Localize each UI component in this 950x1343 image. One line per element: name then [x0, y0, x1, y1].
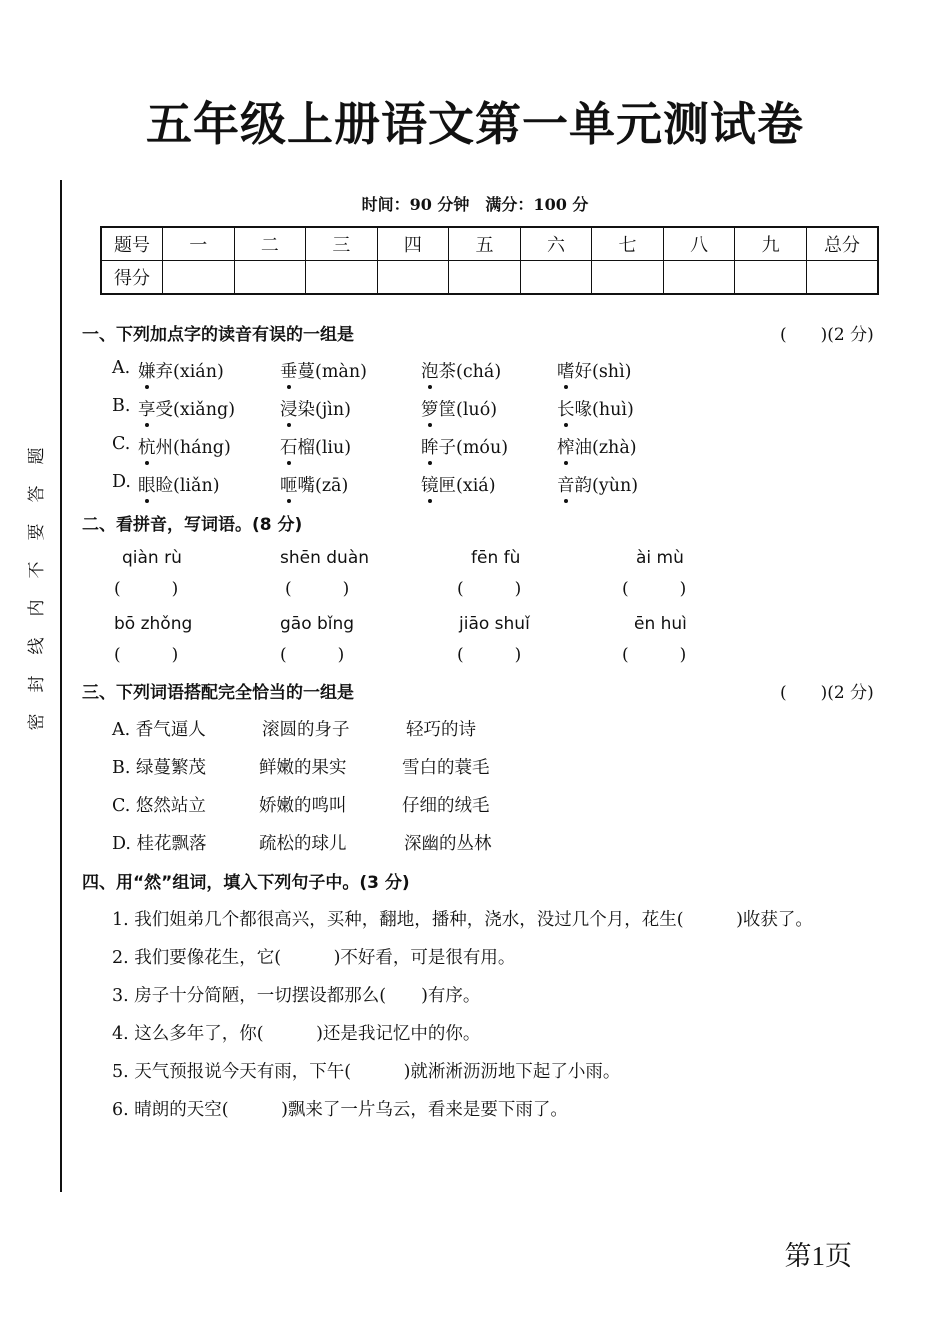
option-item: 嗜好(shì)	[557, 362, 632, 382]
option-item: 眸子(móu)	[421, 438, 509, 458]
score-cell[interactable]	[163, 261, 235, 295]
section1-heading: 一、下列加点字的读音有误的一组是	[82, 325, 354, 345]
section3-phrase: 疏松的球儿	[259, 834, 347, 854]
score-cell[interactable]	[735, 261, 807, 295]
answer-blank[interactable]: ( )	[114, 579, 179, 599]
section3-phrase: 娇嫩的鸣叫	[259, 796, 347, 816]
score-cell[interactable]	[234, 261, 306, 295]
option-item: 享受(xiǎng)	[138, 400, 236, 420]
section3-phrase: 鲜嫩的果实	[259, 758, 347, 778]
score-cell[interactable]	[663, 261, 735, 295]
header-cell: 九	[735, 227, 807, 261]
option-item: 嫌弃(xián)	[138, 362, 224, 382]
header-cell: 题号	[101, 227, 163, 261]
pinyin-label: fēn fù	[471, 548, 521, 568]
option-item: 垂蔓(màn)	[280, 362, 367, 382]
section3-heading: 三、下列词语搭配完全恰当的一组是	[82, 683, 354, 703]
binding-char: 答	[27, 485, 47, 503]
pinyin-label: jiāo shuǐ	[459, 614, 530, 634]
section4-heading: 四、用“然”组词，填入下列句子中。(3 分)	[82, 873, 410, 893]
pinyin-label: shēn duàn	[280, 548, 370, 568]
answer-blank[interactable]: ( )	[285, 579, 350, 599]
score-cell[interactable]	[520, 261, 592, 295]
score-cell[interactable]	[806, 261, 878, 295]
section2-heading: 二、看拼音，写词语。(8 分)	[82, 515, 303, 535]
section3-phrase: 滚圆的身子	[262, 720, 350, 740]
fill-sentence: 6. 晴朗的天空( )飘来了一片乌云，看来是要下雨了。	[112, 1100, 568, 1120]
option-item: 咂嘴(zā)	[280, 476, 349, 496]
section3-phrase: 仔细的绒毛	[402, 796, 490, 816]
binding-char: 线	[27, 637, 47, 655]
pinyin-label: ài mù	[636, 548, 684, 568]
option-item: 箩筐(luó)	[421, 400, 498, 420]
header-cell: 六	[520, 227, 592, 261]
page-title: 五年级上册语文第一单元测试卷	[146, 97, 804, 151]
binding-char: 要	[27, 523, 47, 541]
binding-char: 密	[27, 713, 47, 731]
section1-option-b-label: B.	[112, 396, 131, 416]
fill-sentence: 2. 我们要像花生，它( )不好看，可是很有用。	[112, 948, 516, 968]
answer-blank[interactable]: ( )	[457, 579, 522, 599]
answer-blank[interactable]: ( )	[457, 645, 522, 665]
score-table-score-row	[101, 261, 878, 295]
header-cell: 四	[377, 227, 449, 261]
header-cell: 总分	[806, 227, 878, 261]
score-cell[interactable]	[377, 261, 449, 295]
option-item: 眼睑(liǎn)	[138, 476, 220, 496]
section3-option: D. 桂花飘落	[112, 834, 207, 854]
option-item: 音韵(yùn)	[557, 476, 639, 496]
header-cell: 八	[663, 227, 735, 261]
score-table	[100, 226, 879, 295]
answer-blank[interactable]: ( )	[622, 579, 687, 599]
pinyin-label: gāo bǐng	[280, 614, 355, 634]
option-item: 泡茶(chá)	[421, 362, 502, 382]
score-table-header-row	[101, 227, 878, 261]
header-cell: 五	[449, 227, 521, 261]
answer-blank[interactable]: ( )	[280, 645, 345, 665]
page-number: 第1页	[784, 1241, 852, 1271]
section1-option-a-label: A.	[112, 358, 131, 378]
header-cell: 七	[592, 227, 664, 261]
option-item: 杭州(háng)	[138, 438, 231, 458]
fill-sentence: 5. 天气预报说今天有雨，下午( )就淅淅沥沥地下起了小雨。	[112, 1062, 621, 1082]
binding-char: 题	[27, 447, 47, 465]
option-item: 石榴(liu)	[280, 438, 352, 458]
section1-option-d-label: D.	[112, 472, 131, 492]
time-info: 时间：90 分钟 满分：100 分	[361, 195, 589, 214]
binding-char: 不	[27, 561, 47, 579]
option-item: 浸染(jìn)	[280, 400, 351, 420]
section3-phrase: 轻巧的诗	[406, 720, 476, 740]
binding-char: 封	[27, 675, 47, 693]
score-label-cell: 得分	[101, 261, 163, 295]
score-cell[interactable]	[306, 261, 378, 295]
option-item: 长喙(huì)	[557, 400, 634, 420]
answer-blank[interactable]: ( )	[622, 645, 687, 665]
section3-option: B. 绿蔓繁茂	[112, 758, 206, 778]
section3-answer-blank[interactable]: ( )(2 分)	[780, 683, 874, 703]
section3-option: C. 悠然站立	[112, 796, 206, 816]
header-cell: 一	[163, 227, 235, 261]
fill-sentence: 4. 这么多年了，你( )还是我记忆中的你。	[112, 1024, 481, 1044]
option-item: 榨油(zhà)	[557, 438, 637, 458]
answer-blank[interactable]: ( )	[114, 645, 179, 665]
score-cell[interactable]	[592, 261, 664, 295]
pinyin-label: qiàn rù	[122, 548, 182, 568]
pinyin-label: ēn huì	[634, 614, 687, 634]
section1-option-c-label: C.	[112, 434, 131, 454]
header-cell: 三	[306, 227, 378, 261]
section3-phrase: 深幽的丛林	[404, 834, 492, 854]
fill-sentence: 1. 我们姐弟几个都很高兴，买种，翻地，播种，浇水，没过几个月，花生( )收获了。	[112, 910, 813, 930]
binding-char: 内	[27, 599, 47, 617]
section1-answer-blank[interactable]: ( )(2 分)	[780, 325, 874, 345]
pinyin-label: bō zhǒng	[114, 614, 193, 634]
option-item: 镜匣(xiá)	[421, 476, 496, 496]
section3-option: A. 香气逼人	[112, 720, 206, 740]
fill-sentence: 3. 房子十分简陋，一切摆设都那么( )有序。	[112, 986, 481, 1006]
header-cell: 二	[234, 227, 306, 261]
score-cell[interactable]	[449, 261, 521, 295]
section3-phrase: 雪白的蓑毛	[402, 758, 490, 778]
binding-notice	[27, 437, 60, 741]
